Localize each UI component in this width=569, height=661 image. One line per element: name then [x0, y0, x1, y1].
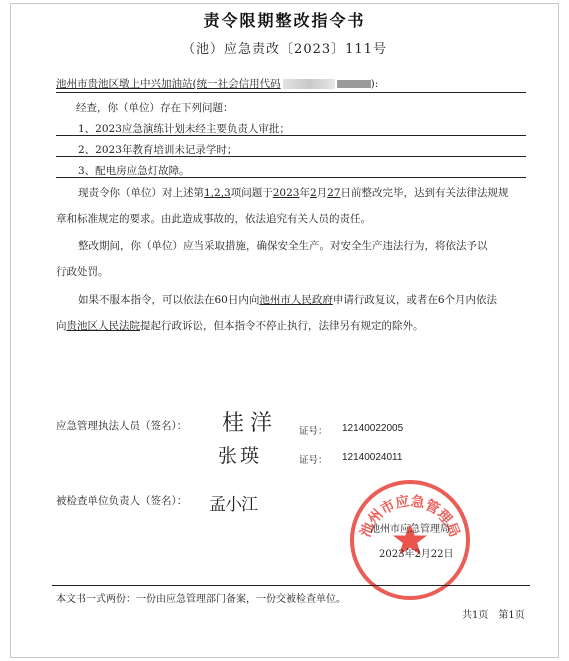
company-name: 池州市贵池区墩上中兴加油站 — [56, 78, 193, 90]
redacted-code — [283, 79, 335, 89]
problem-item: 2、2023年教育培训未记录学时； — [78, 144, 238, 156]
officer-signature: 张瑛 — [218, 445, 263, 467]
page-info: 共1页 第1页 — [462, 610, 525, 621]
period-paragraph: 整改期间，你（单位）应当采取措施，确保安全生产。对安全生产违法行为，将依法予以 — [78, 240, 488, 252]
court-name: 贵池区人民法院 — [66, 320, 140, 332]
redacted-bar — [337, 80, 371, 88]
inspected-label: 被检查单位负责人（签名）： — [56, 495, 188, 507]
intro-text: 经查，你（单位）存在下列问题： — [76, 102, 234, 114]
divider — [52, 585, 530, 586]
order-paragraph: 现责令你（单位）对上述第1,2,3项问题于2023年2月27日前整改完毕，达到有关法律法规规 — [78, 187, 509, 199]
appeal-paragraph: 如果不服本指令，可以依法在60日内向池州市人民政府申请行政复议，或者在6个月内依法 — [78, 294, 498, 306]
appeal-paragraph-line2: 向贵池区人民法院提起行政诉讼，但本指令不停止执行，法律另有规定的除外。 — [56, 320, 424, 332]
document-number: （池）应急责改〔2023〕111号 — [182, 42, 387, 57]
divider — [56, 177, 526, 178]
officer-signature: 桂洋 — [222, 411, 279, 436]
problem-item: 1、2023应急演练计划未经主要负责人审批； — [78, 123, 290, 135]
subject-line: 池州市贵池区墩上中兴加油站(统一社会信用代码 ): — [56, 78, 379, 90]
problem-item: 3、配电房应急灯故障。 — [78, 165, 190, 177]
issuer-name: 池州市应急管理局 — [370, 524, 450, 535]
divider — [56, 92, 526, 93]
cert-number: 12140024011 — [342, 452, 403, 463]
officers-label: 应急管理执法人员（签名）： — [56, 420, 188, 432]
issue-date: 2023年2月22日 — [379, 549, 454, 560]
stamp-text: 池州市应急管理局 — [357, 493, 463, 540]
period-paragraph-line2: 行政处罚。 — [56, 266, 109, 278]
credit-code-label: (统一社会信用代码 — [192, 78, 281, 90]
government-name: 池州市人民政府 — [259, 294, 333, 306]
divider — [56, 135, 526, 136]
order-paragraph-line2: 章和标准规定的要求。由此造成事故的，依法追究有关人员的责任。 — [56, 213, 371, 225]
cert-label: 证号： — [299, 426, 328, 437]
footer-note: 本文书一式两份：一份由应急管理部门备案，一份交被检查单位。 — [56, 594, 346, 605]
inspected-signature: 孟小江 — [209, 495, 257, 515]
divider — [56, 156, 526, 157]
cert-number: 12140022005 — [342, 423, 404, 434]
cert-label: 证号： — [299, 455, 328, 466]
official-stamp — [348, 478, 472, 602]
document-title: 责令限期整改指令书 — [203, 11, 366, 30]
